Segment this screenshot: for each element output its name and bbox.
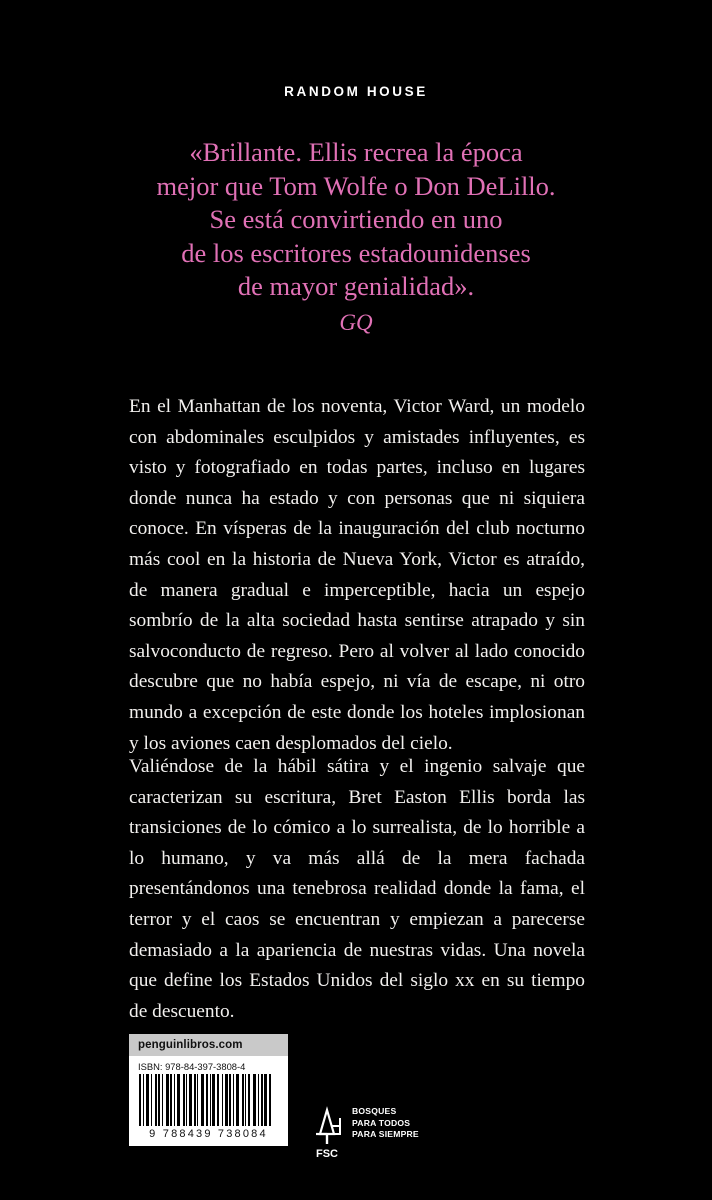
fsc-claim-line-3: PARA SIEMPRE	[352, 1129, 419, 1139]
fsc-claim-text	[352, 1106, 419, 1141]
barcode-bars	[139, 1074, 278, 1126]
fsc-label: FSC	[316, 1148, 338, 1160]
fsc-claim-line-2: PARA TODOS	[352, 1117, 411, 1128]
barcode-card	[129, 1034, 288, 1146]
pull-quote-source: GQ	[339, 309, 373, 335]
pull-quote-line-1: «Brillante. Ellis recrea la época	[189, 137, 523, 167]
pull-quote	[0, 136, 712, 336]
fsc-claim-line-1: BOSQUES	[352, 1106, 397, 1116]
cover-footer	[0, 1034, 712, 1200]
fsc-tree-icon	[310, 1104, 344, 1148]
pull-quote-line-4: de los escritores estadounidenses	[181, 237, 531, 268]
pull-quote-line-2: mejor que Tom Wolfe o Don DeLillo.	[156, 170, 556, 201]
blurb-paragraph-1-text: En el Manhattan de los noventa, Victor Ward, un modelo con abdominales esculpidos y amistades influyentes, es visto y fotografiado en todas partes, incluso en lugares donde nunca ha estado y con personas que ni siquiera conoce. En vísperas de la inauguración del club nocturno más cool en la historia de Nueva York, Victor es atraído, de manera gradual e imperceptible, hacia un espejo sombrío de la alta sociedad hasta sentirse atrapado y sin salvoconducto de regreso. Pero al volver al lado conocido descubre que no había espejo, ni vía de escape, ni otro mundo a excepción de este donde los hoteles implosionan y los aviones caen desplomados del cielo.	[129, 396, 585, 754]
barcode-digits: 9 788439 738084	[149, 1128, 268, 1140]
isbn-label: ISBN: 978-84-397-3808-4	[138, 1061, 246, 1072]
fsc-logo	[310, 1104, 440, 1164]
blurb-paragraph-2-text: Valiéndose de la hábil sátira y el ingenio salvaje que caracterizan su escritura, Bret Easton Ellis borda las transiciones de lo cómico a lo surrealista, de lo horrible a lo humano, y va más allá de la mera fachada presentándonos una tenebrosa realidad donde la fama, el terror y el caos se encuentran y empiezan a parecerse demasiado a la apariencia de nuestras vidas. Una novela que define los Estados Unidos del siglo xx en su tiempo de descuento.	[129, 756, 585, 1022]
blurb-paragraph-1	[129, 392, 585, 759]
pull-quote-line-3: Se está convirtiendo en uno	[209, 204, 503, 234]
publisher-imprint: RANDOM HOUSE	[284, 84, 428, 99]
pull-quote-line-5: de mayor genialidad».	[237, 271, 475, 301]
publisher-website: penguinlibros.com	[129, 1034, 288, 1056]
blurb-paragraph-2	[129, 752, 585, 1027]
